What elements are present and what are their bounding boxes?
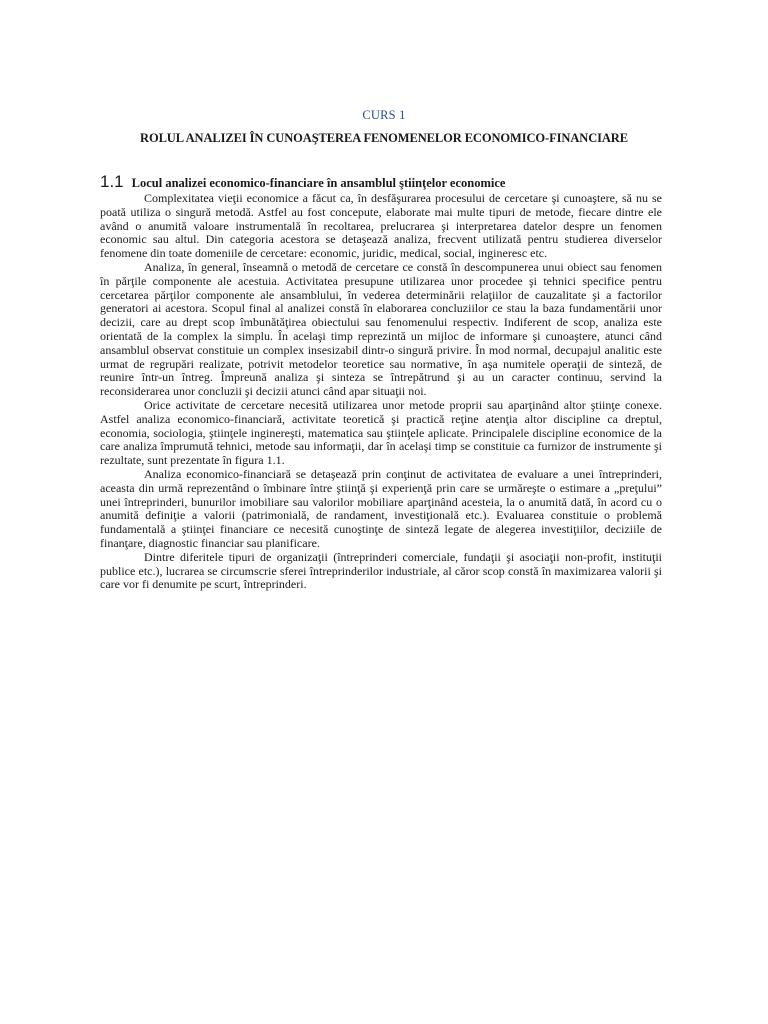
section-heading [100, 172, 680, 192]
paragraph: Dintre diferitele tipuri de organizaţii (întreprinderi comerciale, fundaţii şi asociaţii non-profit, instituţii publice etc.), lucrarea se circumscrie sferei întreprinderilor industriale, al căror scop constă în maximizarea valorii şi care vor fi denumite pe scurt, întreprinderi. [100, 549, 662, 592]
paragraph: Analiza economico-financiară se detaşează prin conţinut de activitatea de evaluare a unei întreprinderi, aceasta din urmă reprezentând o îmbinare între ştiinţă şi experienţă prin care se urmăreşte o estimare a „preţului” unei întreprinderi, bunurilor imobiliare sau valorilor mobiliare aparţinând acesteia, la o anumită dată, în acord cu o anumită definiţie a valorii (patrimonială, de randament, investiţională etc.). Evaluarea constituie o problemă fundamentală a ştiinţei financiare ce necesită cunoştinţe de sinteză legate de alegerea investiţiilor, deciziile de finanţare, diagnostic financiar sau planificare. [100, 466, 662, 550]
section-title: Locul analizei economico-financiare în ansamblul ştiinţelor economice [131, 176, 506, 190]
body-text [100, 192, 662, 592]
paragraph: Orice activitate de cercetare necesită utilizarea unor metode proprii sau aparţinând altor ştiinţe conexe. Astfel analiza economico-financiară, activitate teoretică şi practică reţine atenţia altor discipline ca dreptul, economia, sociologia, ştiinţele inginereşti, matematica sau ştiinţele aplicate. Principalele discipline economice de la care analiza împrumută tehnici, metode sau informaţii, dar în acelaşi timp se constituie ca furnizor de instrumente şi rezultate, sunt prezentate în figura 1.1. [100, 397, 662, 468]
paragraph: Complexitatea vieţii economice a făcut ca, în desfăşurarea procesului de cercetare şi cunoaştere, să nu se poată utiliza o singură metodă. Astfel au fost concepute, elaborate mai multe tipuri de metode, fiecare dintre ele având o anumită valoare instrumentală în recoltarea, prelucrarea şi interpretarea datelor despre un fenomen economic sau altul. Din categoria acestora se detaşează analiza, frecvent utilizată pentru studierea diverselor fenomene din toate domeniile de cercetare: economic, juridic, medical, social, ingineresc etc. [100, 191, 662, 261]
section-number: 1.1 [100, 172, 124, 191]
course-label: CURS 1 [362, 108, 406, 122]
document-title: ROLUL ANALIZEI ÎN CUNOAŞTEREA FENOMENELOR ECONOMICO-FINANCIARE [140, 131, 628, 145]
paragraph: Analiza, în general, înseamnă o metodă de cercetare ce constă în descompunerea unui obiect sau fenomen în părţile componente ale acestuia. Activitatea presupune utilizarea unor procedee şi tehnici specifice pentru cercetarea părţilor componente ale ansamblului, în vederea determinării relaţiilor de cauzalitate şi a factorilor generatori ai acestora. Scopul final al analizei constă în elaborarea concluziilor ce stau la baza fundamentării unor decizii, care au drept scop îmbunătăţirea obiectului sau fenomenului respectiv. Indiferent de scop, analiza este orientată de la complex la simplu. În acelaşi timp reprezintă un mijloc de informare şi cunoaştere, atunci când ansamblul observat constituie un complex insesizabil dintr-o singură privire. În mod normal, decupajul analitic este urmat de regrupări realizate, potrivit metodelor teoretice sau normative, în aşa numitele operaţii de sinteză, de reunire într-un întreg. Împreună analiza şi sinteza se întrepătrund şi au un caracter continuu, servind la reconsiderarea unor concluzii şi decizii atunci când apar situaţii noi. [100, 259, 662, 399]
